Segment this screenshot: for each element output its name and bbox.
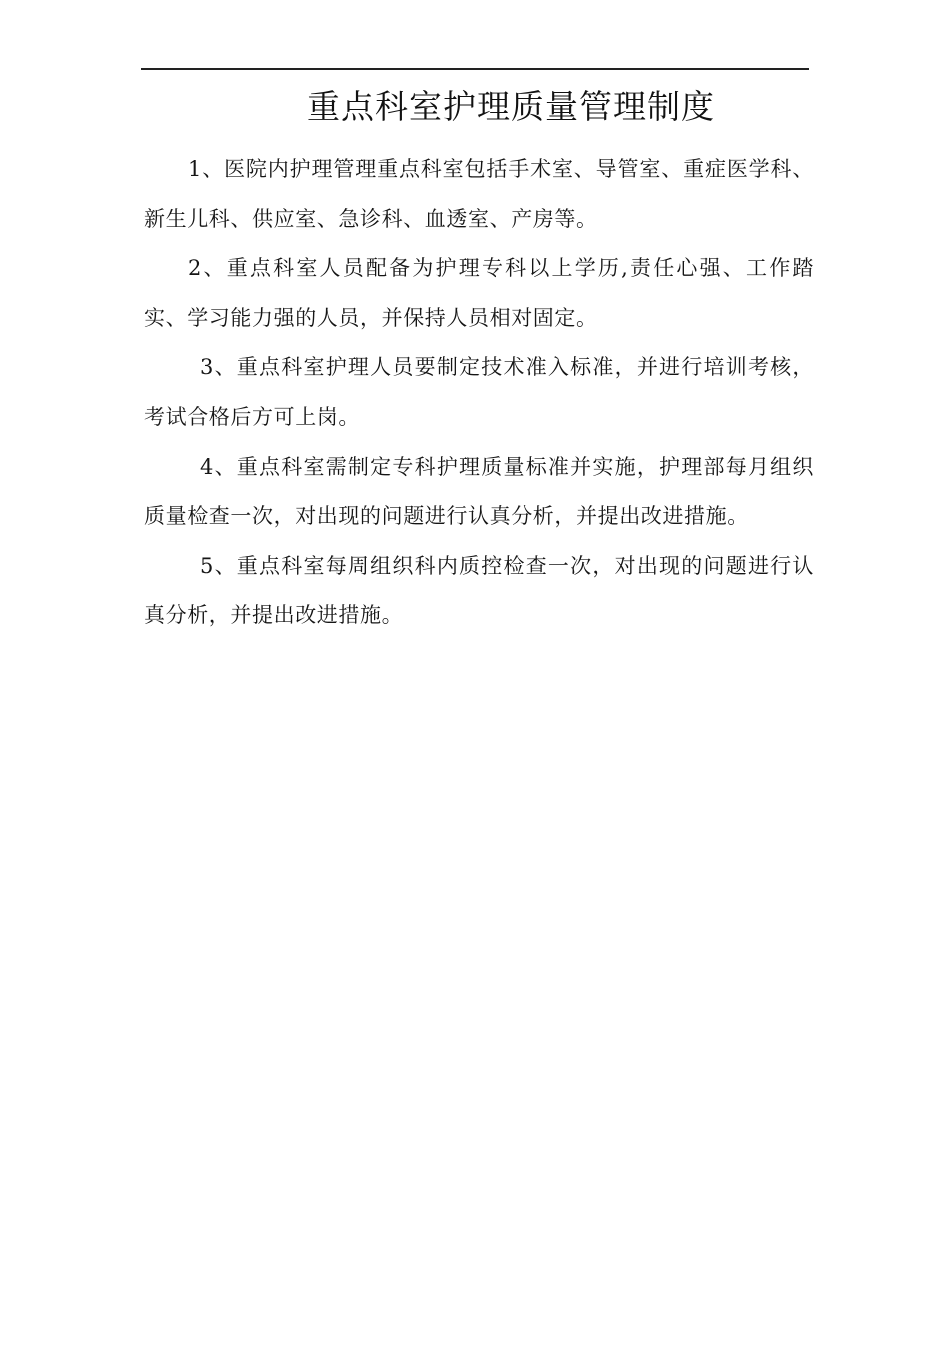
paragraph-1: 1、医院内护理管理重点科室包括手术室、导管室、重症医学科、新生儿科、供应室、急诊科、血透室、产房等。: [144, 157, 814, 231]
document-title: 重点科室护理质量管理制度: [307, 87, 715, 126]
paragraph-3: 3、重点科室护理人员要制定技术准入标准，并进行培训考核，考试合格后方可上岗。: [144, 355, 814, 429]
paragraph-4: 4、重点科室需制定专科护理质量标准并实施，护理部每月组织质量检查一次，对出现的问题进行认真分析，并提出改进措施。: [144, 454, 814, 529]
document-body: [144, 145, 814, 641]
header-rule: [141, 68, 809, 70]
paragraph-2: 2、重点科室人员配备为护理专科以上学历,责任心强、工作踏实、学习能力强的人员，并保持人员相对固定。: [144, 256, 814, 330]
paragraph-5: 5、重点科室每周组织科内质控检查一次，对出现的问题进行认真分析，并提出改进措施。: [144, 553, 814, 628]
